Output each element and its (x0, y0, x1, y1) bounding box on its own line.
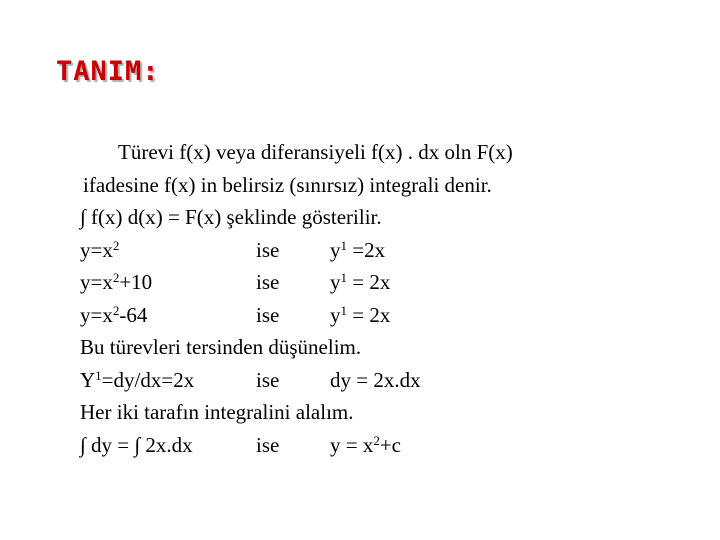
eq-base: y (330, 270, 341, 294)
eq-exponent: 1 (95, 367, 102, 383)
equation-left (80, 234, 119, 267)
eq-base: y=x (80, 237, 113, 262)
eq-tail: =dy/dx=2x (101, 367, 195, 392)
equation-left (80, 266, 152, 299)
equation-left (80, 299, 147, 332)
eq-tail: = 2x (347, 302, 391, 327)
eq-exponent: 2 (112, 302, 120, 318)
equation-right (330, 299, 390, 332)
eq-exponent: 2 (112, 237, 120, 253)
eq-exponent: 1 (340, 237, 347, 253)
equation-right (330, 266, 390, 299)
body-line-1: Türevi f(x) veya diferansiyeli f(x) . dx oln F(x) (118, 140, 513, 164)
body-line-7: Bu türevleri tersinden düşünelim. (80, 335, 362, 359)
equation-right: dy = 2x.dx (330, 367, 421, 392)
slide-body (80, 136, 680, 461)
eq-base: Y (80, 367, 96, 392)
equation-row-1 (80, 234, 680, 267)
equation-connector: ise (256, 302, 280, 327)
eq-base: y=x (80, 270, 113, 294)
eq-tail: +10 (119, 270, 153, 294)
equation-connector: ise (256, 270, 280, 294)
eq-tail: = 2x (347, 270, 391, 294)
eq-tail: =2x (347, 237, 386, 262)
eq-base: y=x (80, 302, 113, 327)
eq-exponent: 2 (373, 432, 380, 448)
equation-connector: ise (256, 237, 280, 262)
eq-tail: -64 (119, 302, 148, 327)
equation-row-2 (80, 266, 680, 299)
eq-exponent: 2 (112, 270, 120, 285)
eq-tail: +c (379, 432, 402, 457)
body-line-9: Her iki tarafın integralini alalım. (80, 400, 354, 424)
equation-connector: ise (256, 432, 280, 457)
equation-row-4 (80, 364, 680, 397)
equation-left: ∫ dy = ∫ 2x.dx (80, 432, 193, 457)
equation-right (330, 429, 401, 462)
slide-title: TANIM: (56, 56, 160, 87)
equation-row-5 (80, 429, 680, 462)
equation-row-3 (80, 299, 680, 332)
body-line-3: ∫ f(x) d(x) = F(x) şeklinde gösterilir. (80, 205, 382, 229)
eq-base: y = x (330, 432, 374, 457)
eq-base: y (330, 302, 341, 327)
eq-base: y (330, 237, 341, 262)
equation-left (80, 364, 194, 397)
eq-exponent: 1 (340, 270, 347, 285)
equation-connector: ise (256, 367, 280, 392)
eq-exponent: 1 (340, 302, 347, 318)
body-line-2: ifadesine f(x) in belirsiz (sınırsız) integrali denir. (83, 172, 492, 197)
equation-right (330, 234, 385, 267)
